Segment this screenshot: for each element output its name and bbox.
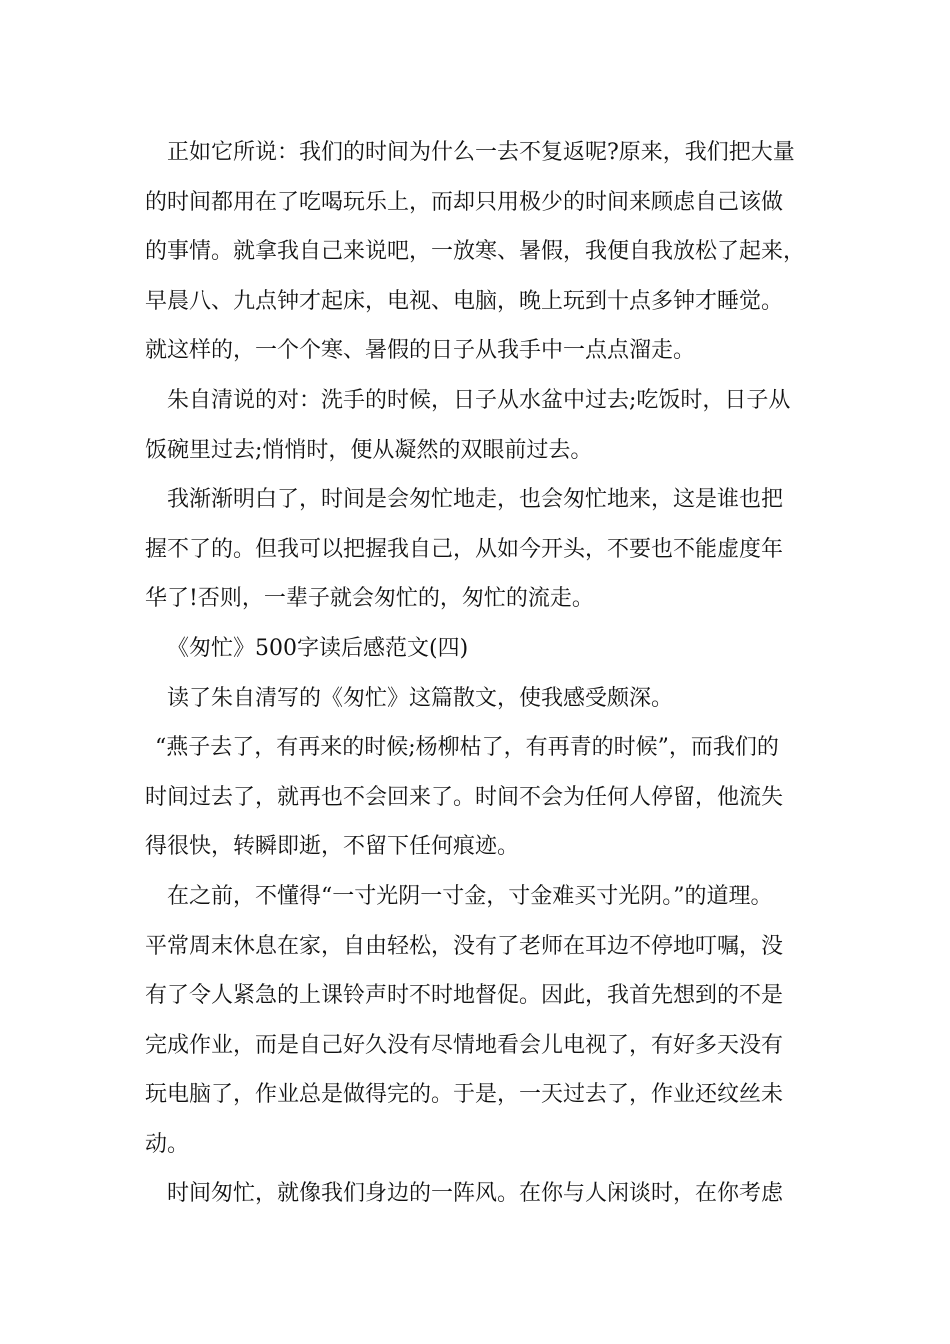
text-line: 华了!否则，一辈子就会匆忙的，匆忙的流走。: [145, 586, 594, 612]
text-line: “燕子去了，有再来的时候;杨柳枯了，有再青的时候”，而我们的: [155, 735, 779, 761]
text-line: 得很快，转瞬即逝，不留下任何痕迹。: [145, 834, 520, 860]
text-line: 我渐渐明白了，时间是会匆忙地走，也会匆忙地来，这是谁也把: [167, 487, 784, 513]
section-heading: 《匆忙》500字读后感范文(四): [167, 635, 469, 661]
body-text: [145, 128, 825, 1219]
text-line: 饭碗里过去;悄悄时，便从凝然的双眼前过去。: [145, 437, 593, 463]
text-line: 早晨八、九点钟才起床，电视、电脑，晚上玩到十点多钟才睡觉。: [145, 288, 784, 314]
text-line: 朱自清说的对：洗手的时候，日子从水盆中过去;吃饭时，日子从: [167, 387, 791, 413]
text-line: 完成作业，而是自己好久没有尽情地看会儿电视了，有好多天没有: [145, 1032, 784, 1058]
text-line: 在之前，不懂得“一寸光阴一寸金，寸金难买寸光阴。”的道理。: [167, 883, 773, 909]
text-line: 就这样的，一个个寒、暑假的日子从我手中一点点溜走。: [145, 338, 696, 364]
text-line: 正如它所说：我们的时间为什么一去不复返呢?原来，我们把大量: [167, 140, 795, 165]
text-line: 动。: [145, 1131, 190, 1157]
text-line: 玩电脑了，作业总是做得完的。于是，一天过去了，作业还纹丝未: [145, 1082, 784, 1108]
text-line: 握不了的。但我可以把握我自己，从如今开头，不要也不能虚度年: [145, 536, 784, 562]
text-line: 的时间都用在了吃喝玩乐上，而却只用极少的时间来顾虑自己该做: [145, 189, 784, 215]
text-line: 的事情。就拿我自己来说吧，一放寒、暑假，我便自我放松了起来，: [145, 239, 806, 265]
text-line: 有了令人紧急的上课铃声时不时地督促。因此，我首先想到的不是: [145, 983, 784, 1009]
text-line: 时间匆忙，就像我们身边的一阵风。在你与人闲谈时，在你考虑: [167, 1181, 784, 1207]
text-line: 时间过去了，就再也不会回来了。时间不会为任何人停留，他流失: [145, 784, 784, 810]
text-line: 读了朱自清写的《匆忙》这篇散文，使我感受颇深。: [167, 685, 674, 711]
text-line: 平常周末休息在家，自由轻松，没有了老师在耳边不停地叮嘱，没: [145, 933, 784, 959]
